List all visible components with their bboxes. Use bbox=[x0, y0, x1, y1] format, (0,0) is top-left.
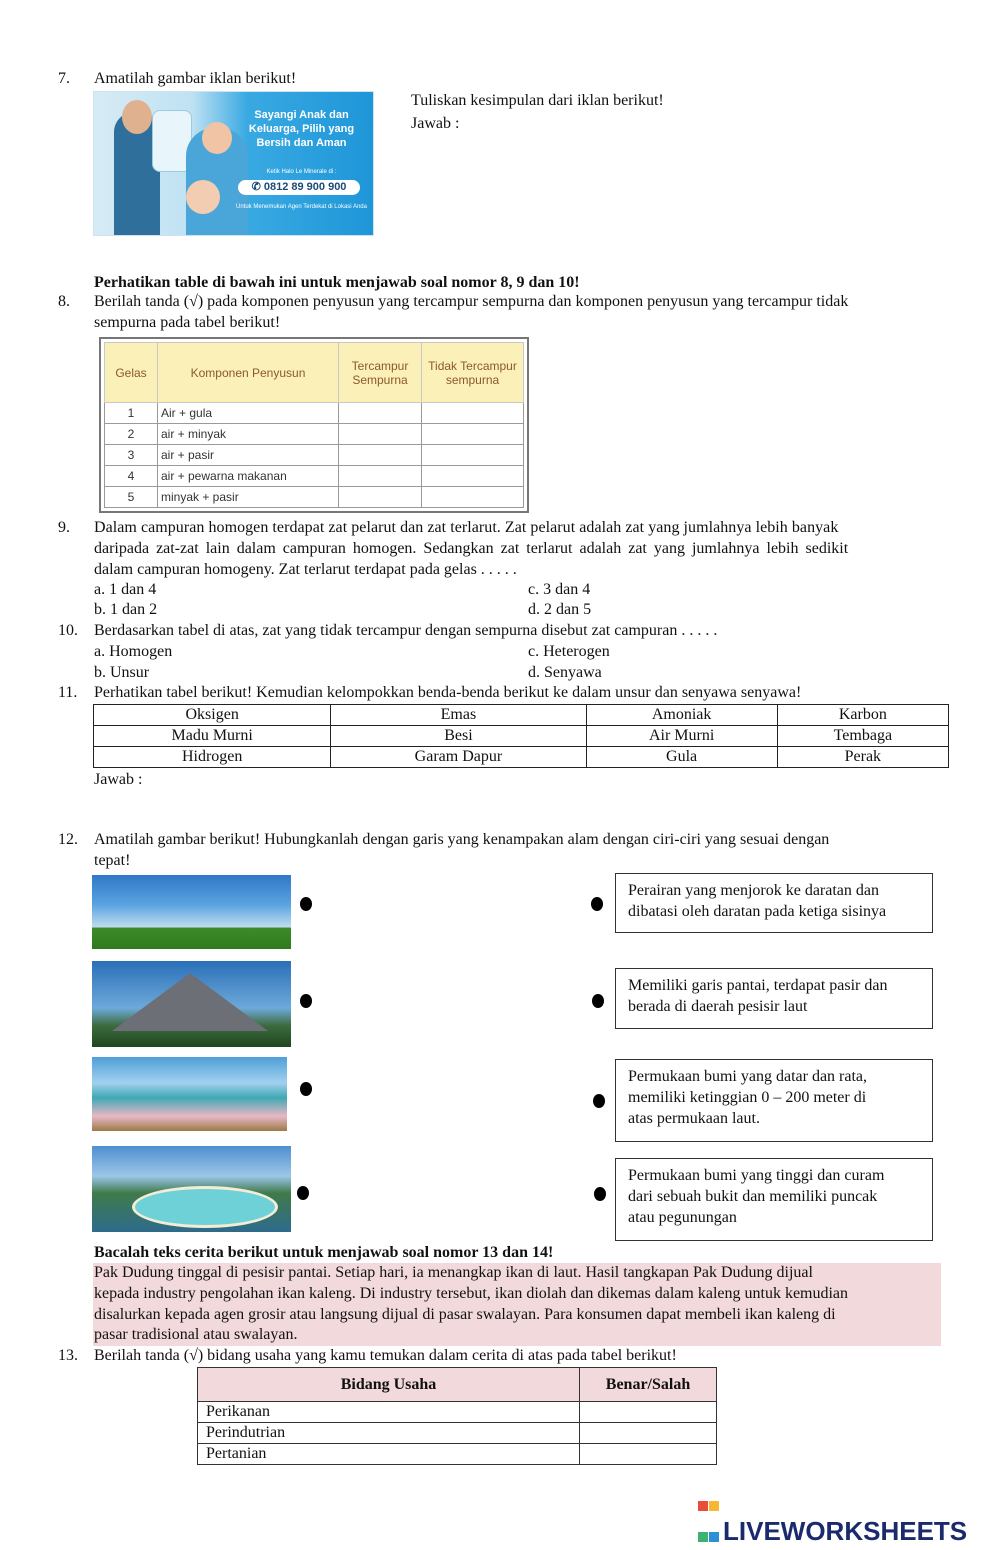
story-line2: kepada industry pengolahan ikan kaleng. Di industry tersebut, ikan diolah dan dikemas dalam kaleng untuk kemudian bbox=[94, 1285, 849, 1302]
bay-lagoon bbox=[132, 1186, 278, 1228]
q11-cell: Hidrogen bbox=[94, 747, 331, 768]
q11-cell: Oksigen bbox=[94, 705, 331, 726]
liveworksheets-logo bbox=[698, 1488, 967, 1547]
q11-answer-label: Jawab : bbox=[94, 771, 143, 788]
q8-header-komponen: Komponen Penyusun bbox=[158, 343, 339, 403]
table-note: Perhatikan table di bawah ini untuk menjawab soal nomor 8, 9 dan 10! bbox=[94, 274, 580, 291]
mountain-image bbox=[92, 961, 291, 1047]
q8-answer-cell[interactable] bbox=[339, 445, 422, 466]
q8-header-gelas: Gelas bbox=[105, 343, 158, 403]
table-row bbox=[94, 726, 949, 747]
description-line: Memiliki garis pantai, terdapat pasir dan bbox=[628, 977, 888, 994]
q9-option-d[interactable]: d. 2 dan 5 bbox=[528, 601, 592, 618]
description-box-3 bbox=[615, 1059, 933, 1142]
q13-row-label: Perindutrian bbox=[198, 1423, 580, 1444]
q8-answer-cell[interactable] bbox=[339, 466, 422, 487]
q7-instruction: Tuliskan kesimpulan dari iklan berikut! bbox=[411, 92, 664, 109]
table-row bbox=[105, 487, 524, 508]
ad-father-head bbox=[122, 100, 152, 134]
lowland-image bbox=[92, 875, 291, 949]
ad-mother-head bbox=[202, 122, 232, 154]
q8-header-tidak-tercampur: Tidak Tercampur sempurna bbox=[422, 343, 524, 403]
q10-text: Berdasarkan tabel di atas, zat yang tidak tercampur dengan sempurna disebut zat campuran . . . . . bbox=[94, 622, 718, 639]
q13-answer-cell[interactable] bbox=[580, 1402, 717, 1423]
match-dot-left[interactable] bbox=[300, 994, 312, 1008]
table-row bbox=[198, 1444, 717, 1465]
description-box-2 bbox=[615, 968, 933, 1029]
q8-row-komponen: air + minyak bbox=[158, 424, 339, 445]
q13-row-label: Pertanian bbox=[198, 1444, 580, 1465]
q11-cell: Gula bbox=[586, 747, 777, 768]
ad-contact-label: Ketik Halo Le Minerale di : bbox=[266, 169, 337, 175]
match-dot-left[interactable] bbox=[300, 897, 312, 911]
q8-row-komponen: Air + gula bbox=[158, 403, 339, 424]
q8-header-tercampur: Tercampur Sempurna bbox=[339, 343, 422, 403]
story-line3: disalurkan kepada agen grosir atau langsung dijual di pasar swalayan. Para konsumen dapat membeli ikan kaleng di bbox=[94, 1306, 836, 1323]
description-box-1 bbox=[615, 873, 933, 933]
q13-table bbox=[197, 1367, 717, 1465]
beach-image bbox=[92, 1057, 287, 1131]
table-row bbox=[94, 705, 949, 726]
table-row bbox=[105, 466, 524, 487]
description-line: memiliki ketinggian 0 – 200 meter di bbox=[628, 1089, 867, 1106]
q8-table bbox=[99, 337, 529, 513]
description-line: Perairan yang menjorok ke daratan dan bbox=[628, 882, 880, 899]
q7-number: 7. bbox=[58, 70, 70, 87]
match-dot-left[interactable] bbox=[297, 1186, 309, 1200]
q7-prompt: Amatilah gambar iklan berikut! bbox=[94, 70, 297, 87]
table-row bbox=[105, 403, 524, 424]
q13-answer-cell[interactable] bbox=[580, 1423, 717, 1444]
description-line: dari sebuah bukit dan memiliki puncak bbox=[628, 1188, 878, 1205]
q13-number: 13. bbox=[58, 1347, 78, 1364]
q11-cell: Garam Dapur bbox=[331, 747, 586, 768]
q11-cell: Karbon bbox=[777, 705, 948, 726]
q8-row-no: 5 bbox=[105, 487, 158, 508]
match-dot-right[interactable] bbox=[593, 1094, 605, 1108]
q10-option-b[interactable]: b. Unsur bbox=[94, 664, 150, 681]
q11-cell: Besi bbox=[331, 726, 586, 747]
q9-line3: dalam campuran homogeny. Zat terlarut terdapat pada gelas . . . . . bbox=[94, 561, 517, 578]
description-line: dibatasi oleh daratan pada ketiga sisinya bbox=[628, 903, 887, 920]
q8-row-komponen: air + pasir bbox=[158, 445, 339, 466]
q13-row-label: Perikanan bbox=[198, 1402, 580, 1423]
q13-header-bidang: Bidang Usaha bbox=[198, 1368, 580, 1402]
q11-cell: Amoniak bbox=[586, 705, 777, 726]
q11-number: 11. bbox=[58, 684, 78, 701]
bay-image bbox=[92, 1146, 291, 1232]
ad-headline: Sayangi Anak dan Keluarga, Pilih yang Bersih dan Aman bbox=[248, 109, 355, 149]
description-line: berada di daerah pesisir laut bbox=[628, 998, 808, 1015]
q10-number: 10. bbox=[58, 622, 78, 639]
q12-number: 12. bbox=[58, 831, 78, 848]
whatsapp-icon: ✆ bbox=[251, 181, 264, 193]
q8-line1: Berilah tanda (√) pada komponen penyusun yang tercampur sempurna dan komponen penyusun yang tercampur tidak bbox=[94, 293, 849, 310]
q9-option-b[interactable]: b. 1 dan 2 bbox=[94, 601, 158, 618]
q8-row-no: 4 bbox=[105, 466, 158, 487]
q7-answer-label: Jawab : bbox=[411, 115, 460, 132]
q8-row-no: 2 bbox=[105, 424, 158, 445]
q9-option-a[interactable]: a. 1 dan 4 bbox=[94, 581, 157, 598]
ad-phone bbox=[238, 180, 360, 195]
table-row bbox=[198, 1423, 717, 1444]
q8-answer-cell[interactable] bbox=[422, 487, 524, 508]
q8-answer-cell[interactable] bbox=[422, 424, 524, 445]
q11-cell: Air Murni bbox=[586, 726, 777, 747]
q9-line2: daripada zat-zat lain dalam campuran homogen. Sedangkan zat terlarut adalah zat yang jumlahnya lebih sedikit bbox=[94, 540, 849, 557]
description-line: atas permukaan laut. bbox=[628, 1110, 760, 1127]
description-box-4 bbox=[615, 1158, 933, 1241]
q11-cell: Perak bbox=[777, 747, 948, 768]
description-line: Permukaan bumi yang datar dan rata, bbox=[628, 1068, 868, 1085]
story-line1: Pak Dudung tinggal di pesisir pantai. Setiap hari, ia menangkap ikan di laut. Hasil tangkapan Pak Dudung dijual bbox=[94, 1264, 813, 1281]
match-dot-right[interactable] bbox=[591, 897, 603, 911]
q11-cell: Madu Murni bbox=[94, 726, 331, 747]
q9-number: 9. bbox=[58, 519, 70, 536]
q8-row-komponen: air + pewarna makanan bbox=[158, 466, 339, 487]
description-line: atau pegunungan bbox=[628, 1209, 737, 1226]
match-dot-right[interactable] bbox=[592, 994, 604, 1008]
q10-option-d[interactable]: d. Senyawa bbox=[528, 664, 602, 681]
q10-option-c[interactable]: c. Heterogen bbox=[528, 643, 610, 660]
liveworksheets-icon bbox=[698, 1488, 720, 1510]
story-title: Bacalah teks cerita berikut untuk menjawab soal nomor 13 dan 14! bbox=[94, 1244, 554, 1261]
q13-header-benar-salah: Benar/Salah bbox=[580, 1368, 717, 1402]
q8-row-no: 1 bbox=[105, 403, 158, 424]
q13-answer-cell[interactable] bbox=[580, 1444, 717, 1465]
ad-footer: Untuk Menemukan Agen Terdekat di Lokasi Anda bbox=[236, 204, 367, 210]
q8-row-no: 3 bbox=[105, 445, 158, 466]
q8-answer-cell[interactable] bbox=[422, 466, 524, 487]
mountain-peak bbox=[112, 973, 268, 1031]
logo-text: LIVEWORKSHEETS bbox=[723, 1516, 968, 1546]
q9-line1: Dalam campuran homogen terdapat zat pelarut dan zat terlarut. Zat pelarut adalah zat yang jumlahnya lebih banyak bbox=[94, 519, 839, 536]
q13-text: Berilah tanda (√) bidang usaha yang kamu temukan dalam cerita di atas pada tabel berikut! bbox=[94, 1347, 677, 1364]
q9-option-c[interactable]: c. 3 dan 4 bbox=[528, 581, 591, 598]
table-row bbox=[105, 424, 524, 445]
q8-answer-cell[interactable] bbox=[422, 403, 524, 424]
table-row bbox=[94, 747, 949, 768]
q10-option-a[interactable]: a. Homogen bbox=[94, 643, 173, 660]
description-line: Permukaan bumi yang tinggi dan curam bbox=[628, 1167, 885, 1184]
q8-number: 8. bbox=[58, 293, 70, 310]
match-dot-left[interactable] bbox=[300, 1082, 312, 1096]
q8-answer-cell[interactable] bbox=[339, 403, 422, 424]
match-dot-right[interactable] bbox=[594, 1187, 606, 1201]
story-line4: pasar tradisional atau swalayan. bbox=[94, 1326, 298, 1343]
ad-baby bbox=[186, 180, 220, 214]
ad-image bbox=[93, 91, 374, 236]
q8-answer-cell[interactable] bbox=[422, 445, 524, 466]
q8-answer-cell[interactable] bbox=[339, 487, 422, 508]
ad-phone-number: 0812 89 900 900 bbox=[263, 181, 347, 193]
q11-text: Perhatikan tabel berikut! Kemudian kelompokkan benda-benda berikut ke dalam unsur dan senyawa senyawa! bbox=[94, 684, 802, 701]
q11-table bbox=[93, 704, 949, 768]
q11-cell: Tembaga bbox=[777, 726, 948, 747]
q8-answer-cell[interactable] bbox=[339, 424, 422, 445]
q12-line1: Amatilah gambar berikut! Hubungkanlah dengan garis yang kenampakan alam dengan ciri-ciri yang sesuai dengan bbox=[94, 831, 830, 848]
table-row bbox=[198, 1402, 717, 1423]
q8-row-komponen: minyak + pasir bbox=[158, 487, 339, 508]
q11-cell: Emas bbox=[331, 705, 586, 726]
table-row bbox=[105, 445, 524, 466]
q8-line2: sempurna pada tabel berikut! bbox=[94, 314, 281, 331]
q12-line2: tepat! bbox=[94, 852, 131, 869]
